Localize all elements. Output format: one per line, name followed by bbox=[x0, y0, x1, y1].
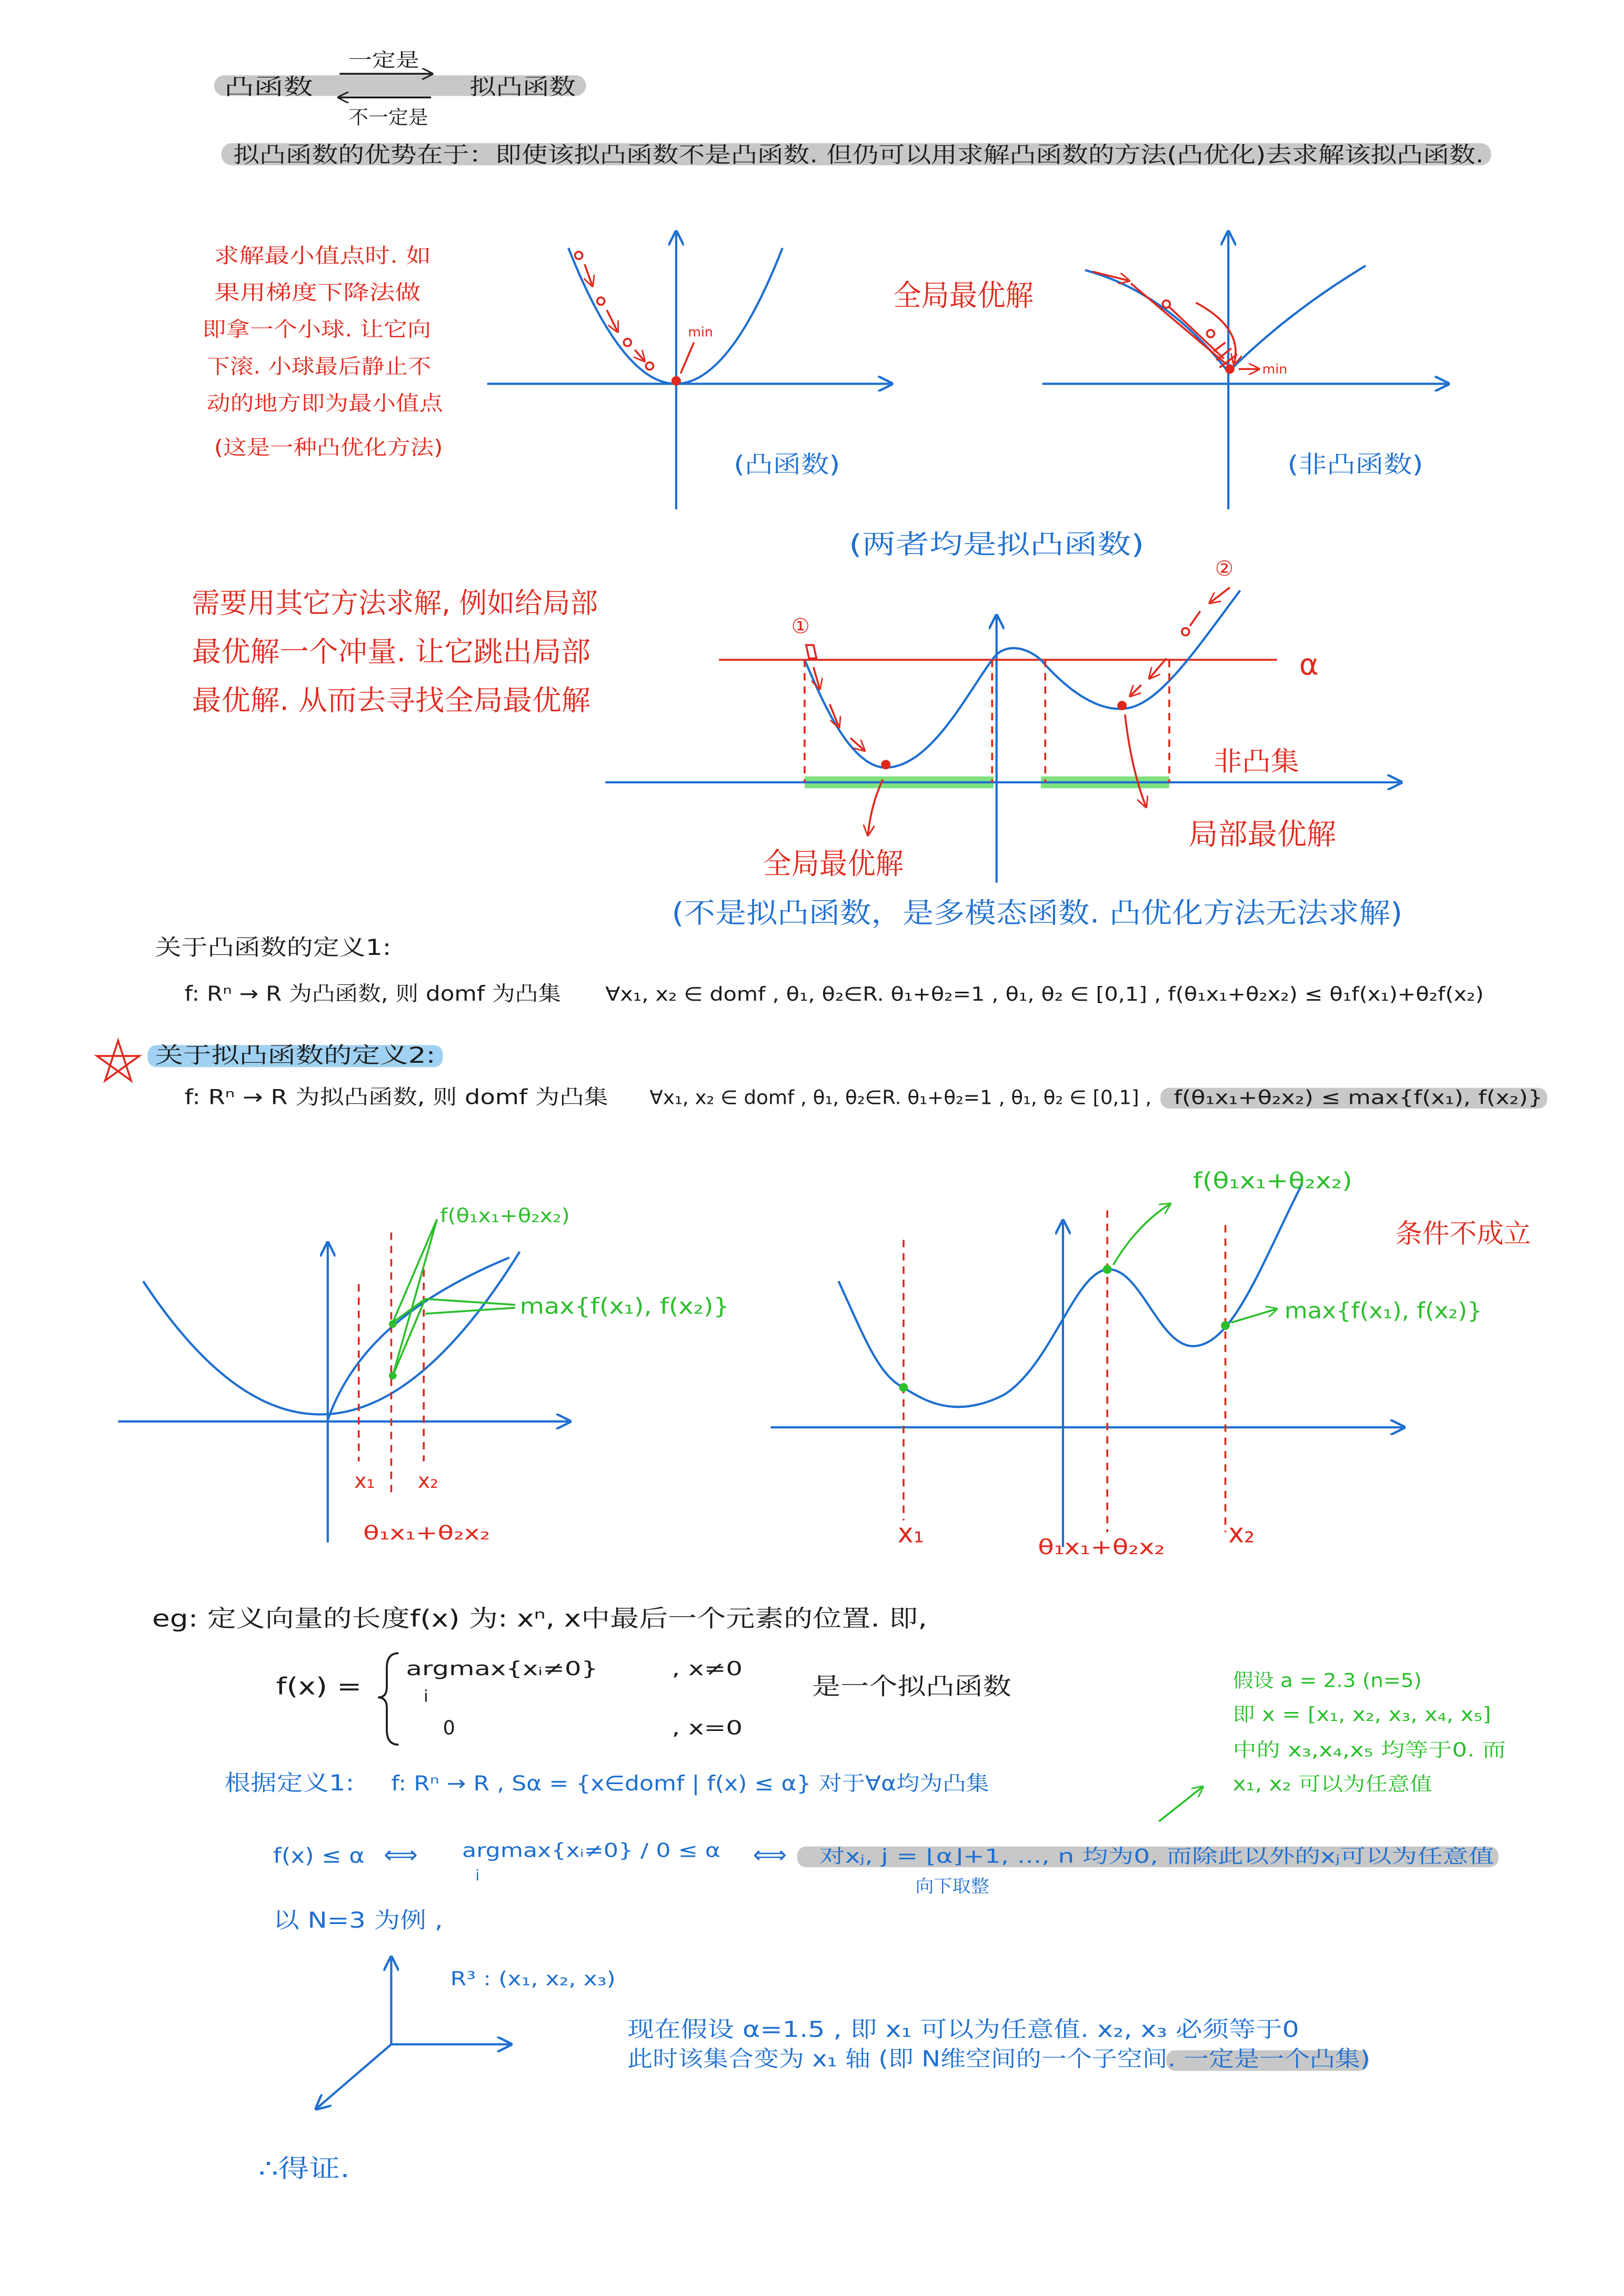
ball-position bbox=[1182, 628, 1189, 636]
descent-path bbox=[1131, 284, 1227, 365]
advantage-text: 拟凸函数的优势在于：即使该拟凸函数不是凸函数. 但仍可以用求解凸函数的方法(凸优化)去求解该拟凸函数. bbox=[233, 142, 1484, 168]
start-marker-2: ② bbox=[1215, 557, 1234, 581]
assumption-line: 即 x = [x₁, x₂, x₃, x₄, x₅] bbox=[1232, 1703, 1491, 1726]
x1-label: x₁ bbox=[354, 1469, 375, 1493]
nonconvex-graph bbox=[1042, 233, 1447, 509]
value-point bbox=[389, 1372, 397, 1379]
x2-label: x₂ bbox=[417, 1469, 438, 1493]
min-label: min bbox=[1262, 361, 1288, 377]
definition-title: 关于凸函数的定义1: bbox=[155, 934, 392, 961]
gradient-note bbox=[202, 244, 443, 460]
iff-symbol: ⟺ bbox=[384, 1840, 418, 1869]
proof-label: 根据定义1: bbox=[224, 1770, 355, 1796]
implies-label: 一定是 bbox=[348, 48, 419, 72]
gradient-note-line: 下滚. 小球最后静止不 bbox=[206, 355, 432, 379]
function-lhs: f(x) = bbox=[276, 1672, 362, 1700]
proof-rhs: 对xⱼ, j = ⌊α⌋+1, ..., n 均为0, 而除此以外的xⱼ可以为任意值 bbox=[819, 1845, 1495, 1868]
value-point bbox=[1221, 1321, 1230, 1330]
gradient-note-line: 果用梯度下降法做 bbox=[214, 281, 421, 305]
ball-position bbox=[1207, 330, 1214, 337]
value-point bbox=[1103, 1265, 1112, 1274]
result-text: 此时该集合变为 x₁ 轴 (即 N维空间的一个子空间. 一定是一个凸集) bbox=[627, 2046, 1370, 2072]
ball-position bbox=[597, 297, 605, 305]
proof-lhs: f(x) ≤ α bbox=[273, 1844, 365, 1868]
minimum-point bbox=[671, 376, 681, 386]
qed: ∴得证. bbox=[258, 2154, 350, 2184]
proof-statement: f: Rⁿ → R , Sα = {x∈domf | f(x) ≤ α} 对于∀α均为凸集 bbox=[391, 1772, 989, 1796]
definition-1 bbox=[155, 934, 1484, 1006]
minimum-point bbox=[1225, 364, 1235, 374]
multimodal-graph bbox=[605, 557, 1399, 883]
nonconvex-curve-left bbox=[1085, 270, 1228, 372]
min-label: min bbox=[688, 324, 713, 340]
local-optimum-label: 局部最优解 bbox=[1188, 817, 1336, 852]
definition-2 bbox=[97, 1041, 1547, 1110]
definition-title: 关于拟凸函数的定义2: bbox=[155, 1042, 436, 1068]
mix-value-label: f(θ₁x₁+θ₂x₂) bbox=[1192, 1167, 1352, 1194]
example-n3: 以 N=3 为例 , bbox=[273, 1907, 443, 1933]
hatch-marks bbox=[1214, 343, 1237, 368]
convex-graph bbox=[487, 233, 890, 509]
floor-note: 向下取整 bbox=[915, 1876, 989, 1897]
start-marker-1: ① bbox=[791, 615, 810, 639]
assumption-note bbox=[1159, 1669, 1506, 1821]
mix-point-label: θ₁x₁+θ₂x₂ bbox=[363, 1522, 490, 1545]
escape-note-line: 最优解. 从而去寻找全局最优解 bbox=[192, 684, 591, 717]
global-optimum-label: 全局最优解 bbox=[893, 278, 1034, 313]
nonconvex-set-label: 非凸集 bbox=[1214, 746, 1299, 777]
example-section bbox=[152, 1605, 1011, 1745]
parabola-curve bbox=[143, 1252, 519, 1414]
case1-index: i bbox=[424, 1687, 428, 1706]
descent-arrow bbox=[1150, 658, 1166, 677]
star-mark bbox=[97, 1041, 139, 1081]
ball-position bbox=[624, 339, 631, 346]
definition-map: f: Rⁿ → R 为凸函数, 则 domf 为凸集 bbox=[184, 982, 562, 1006]
quasiconvex-function-label: 拟凸函数 bbox=[469, 74, 576, 100]
mix-value-label: f(θ₁x₁+θ₂x₂) bbox=[440, 1204, 570, 1227]
min-pointer bbox=[680, 343, 694, 374]
level-label: α bbox=[1299, 648, 1319, 682]
global-minimum-point bbox=[881, 760, 890, 769]
ball-position bbox=[575, 251, 583, 259]
nonconvex-caption: (非凸函数) bbox=[1287, 450, 1423, 478]
gradient-note-line: (这是一种凸优化方法) bbox=[214, 436, 443, 460]
iff-symbol: ⟺ bbox=[753, 1840, 787, 1869]
x2-label: x₂ bbox=[1228, 1517, 1255, 1549]
mix-value-pointer bbox=[1113, 1204, 1169, 1265]
convex-function-label: 凸函数 bbox=[224, 74, 313, 100]
multimodal-caption: (不是拟凸函数，是多模态函数. 凸优化方法无法求解) bbox=[671, 897, 1403, 930]
quasiconvex-example-graph bbox=[118, 1204, 729, 1544]
x-axis bbox=[317, 2045, 391, 2108]
assumption-line: 中的 x₃,x₄,x₅ 均等于0. 而 bbox=[1232, 1738, 1506, 1761]
value-point bbox=[899, 1383, 908, 1392]
value-point bbox=[389, 1320, 397, 1328]
both-quasiconvex-note: (两者均是拟凸函数) bbox=[849, 529, 1145, 560]
pointer-lines bbox=[425, 1299, 515, 1314]
not-implies-label: 不一定是 bbox=[348, 106, 428, 129]
assumption-arrow bbox=[1159, 1787, 1201, 1821]
case-brace bbox=[378, 1653, 398, 1745]
case1-condition: , x≠0 bbox=[671, 1657, 743, 1680]
gradient-note-line: 即拿一个小球. 让它向 bbox=[202, 318, 432, 342]
ball-trace bbox=[806, 645, 817, 658]
gradient-note-line: 求解最小值点时. 如 bbox=[214, 244, 432, 268]
counter-example-graph bbox=[770, 1167, 1531, 1559]
example-intro: eg: 定义向量的长度f(x) 为: xⁿ, x中最后一个元素的位置. 即, bbox=[152, 1604, 927, 1633]
case2-expression: 0 bbox=[443, 1716, 455, 1739]
escape-note-line: 需要用其它方法求解, 例如给局部 bbox=[192, 587, 598, 620]
descent-arrow bbox=[607, 310, 617, 330]
definition-map: f: Rⁿ → R 为拟凸函数, 则 domf 为凸集 bbox=[184, 1085, 608, 1110]
assumption-line: 假设 a = 2.3 (n=5) bbox=[1232, 1669, 1422, 1692]
local-minimum-point bbox=[1117, 701, 1127, 710]
header bbox=[214, 48, 1491, 167]
case2-condition: , x=0 bbox=[671, 1716, 743, 1739]
case1-expression: argmax{xᵢ≠0} bbox=[406, 1657, 598, 1680]
local-optimum-pointer bbox=[1125, 714, 1146, 806]
assume-alpha: 现在假设 α=1.5 , 即 x₁ 可以为任意值. x₂, x₃ 必须等于0 bbox=[627, 2016, 1299, 2042]
definition-condition: ∀x₁, x₂ ∈ domf , θ₁, θ₂∈R. θ₁+θ₂=1 , θ₁, θ₂ ∈ [0,1] , bbox=[649, 1086, 1152, 1109]
max-value-label: max{f(x₁), f(x₂)} bbox=[519, 1293, 729, 1319]
descent-arrow bbox=[585, 264, 592, 285]
assumption-line: x₁, x₂ 可以为任意值 bbox=[1232, 1773, 1432, 1796]
descent-arrow bbox=[635, 350, 644, 360]
x1-label: x₁ bbox=[897, 1517, 924, 1549]
ball-position bbox=[1162, 300, 1170, 308]
condition-fails-label: 条件不成立 bbox=[1395, 1218, 1531, 1250]
descent-arrow bbox=[1210, 588, 1229, 602]
max-value-label: max{f(x₁), f(x₂)} bbox=[1284, 1297, 1482, 1324]
mix-point-label: θ₁x₁+θ₂x₂ bbox=[1038, 1536, 1165, 1560]
quasiconvex-claim: 是一个拟凸函数 bbox=[812, 1672, 1011, 1700]
gradient-note-line: 动的地方即为最小值点 bbox=[206, 391, 444, 416]
escape-note bbox=[192, 587, 598, 717]
definition-condition: ∀x₁, x₂ ∈ domf , θ₁, θ₂∈R. θ₁+θ₂=1 , θ₁, θ₂ ∈ [0,1] , f(θ₁x₁+θ₂x₂) ≤ θ₁f(x₁)+θ₂f(x₂) bbox=[605, 983, 1484, 1006]
global-optimum-label: 全局最优解 bbox=[763, 847, 904, 881]
definition-inequality: f(θ₁x₁+θ₂x₂) ≤ max{f(x₁), f(x₂)} bbox=[1174, 1086, 1543, 1109]
proof-middle-index: i bbox=[475, 1867, 480, 1885]
ball-position bbox=[646, 362, 653, 370]
descent-arrow bbox=[1190, 611, 1200, 626]
proof-middle: argmax{xᵢ≠0} / 0 ≤ α bbox=[462, 1839, 721, 1862]
proof-section bbox=[224, 1770, 1498, 2183]
multimodal-curve bbox=[838, 1184, 1302, 1407]
convex-caption: (凸函数) bbox=[734, 450, 840, 478]
space-label: R³ : (x₁, x₂, x₃) bbox=[450, 1967, 616, 1990]
nonconvex-curve-right bbox=[1228, 266, 1366, 372]
escape-note-line: 最优解一个冲量. 让它跳出局部 bbox=[192, 635, 591, 668]
multimodal-curve bbox=[805, 590, 1240, 768]
descent-arrow bbox=[1131, 685, 1141, 696]
